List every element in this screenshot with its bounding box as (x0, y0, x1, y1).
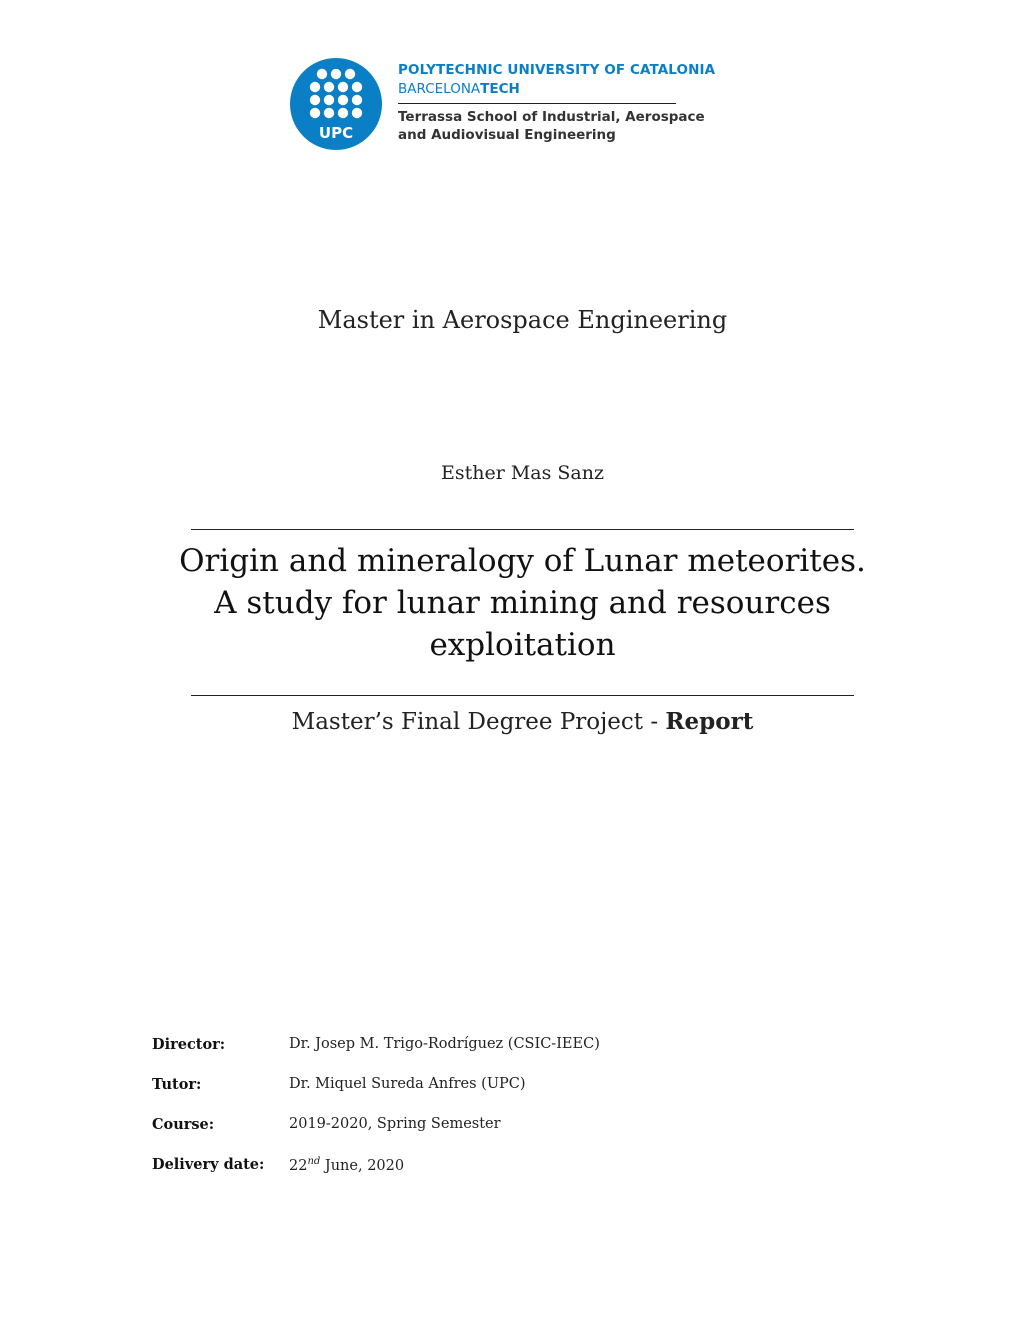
author-name: Esther Mas Sanz (440, 462, 605, 484)
title-top-rule (191, 529, 854, 530)
university-name: POLYTECHNIC UNIVERSITY OF CATALONIA (398, 62, 716, 78)
delivery-ordinal: nd (307, 1156, 321, 1167)
school-name-line1: Terrassa School of Industrial, Aerospace (398, 109, 705, 125)
title-bottom-rule (191, 695, 854, 696)
document-type (0, 708, 1020, 735)
campus-name (398, 81, 768, 97)
info-row-course (152, 1116, 792, 1156)
tutor-label: Tutor: (152, 1076, 202, 1093)
degree-name: Master in Aerospace Engineering (317, 306, 728, 334)
upc-logo-icon (290, 58, 382, 150)
document-type-emphasis: Report (665, 708, 754, 735)
campus-name-regular: BARCELONA (398, 81, 481, 97)
campus-name-bold: TECH (480, 81, 520, 97)
info-row-tutor (152, 1076, 792, 1116)
director-label: Director: (152, 1036, 226, 1053)
institution-header (290, 58, 760, 158)
delivery-value (289, 1156, 404, 1174)
tutor-value: Dr. Miquel Sureda Anfres (UPC) (289, 1076, 526, 1092)
director-value: Dr. Josep M. Trigo-Rodríguez (CSIC-IEEC) (289, 1036, 600, 1052)
delivery-day: 22 (289, 1157, 308, 1174)
school-name-line2: and Audiovisual Engineering (398, 127, 616, 143)
project-info (152, 1036, 792, 1196)
delivery-label: Delivery date: (152, 1156, 265, 1173)
info-row-delivery (152, 1156, 792, 1196)
logo-text: UPC (318, 124, 354, 142)
course-value: 2019-2020, Spring Semester (289, 1116, 501, 1132)
info-row-director (152, 1036, 792, 1076)
course-label: Course: (152, 1116, 215, 1133)
document-type-prefix: Master’s Final Degree Project - (291, 709, 666, 735)
title-line-2: A study for lunar mining and resources (214, 585, 831, 621)
title-line-1: Origin and mineralogy of Lunar meteorites. (179, 543, 866, 579)
thesis-title (0, 540, 1020, 666)
delivery-rest: June, 2020 (320, 1157, 405, 1174)
institution-name (398, 62, 768, 143)
title-line-3: exploitation (429, 627, 616, 663)
header-divider (398, 103, 676, 104)
